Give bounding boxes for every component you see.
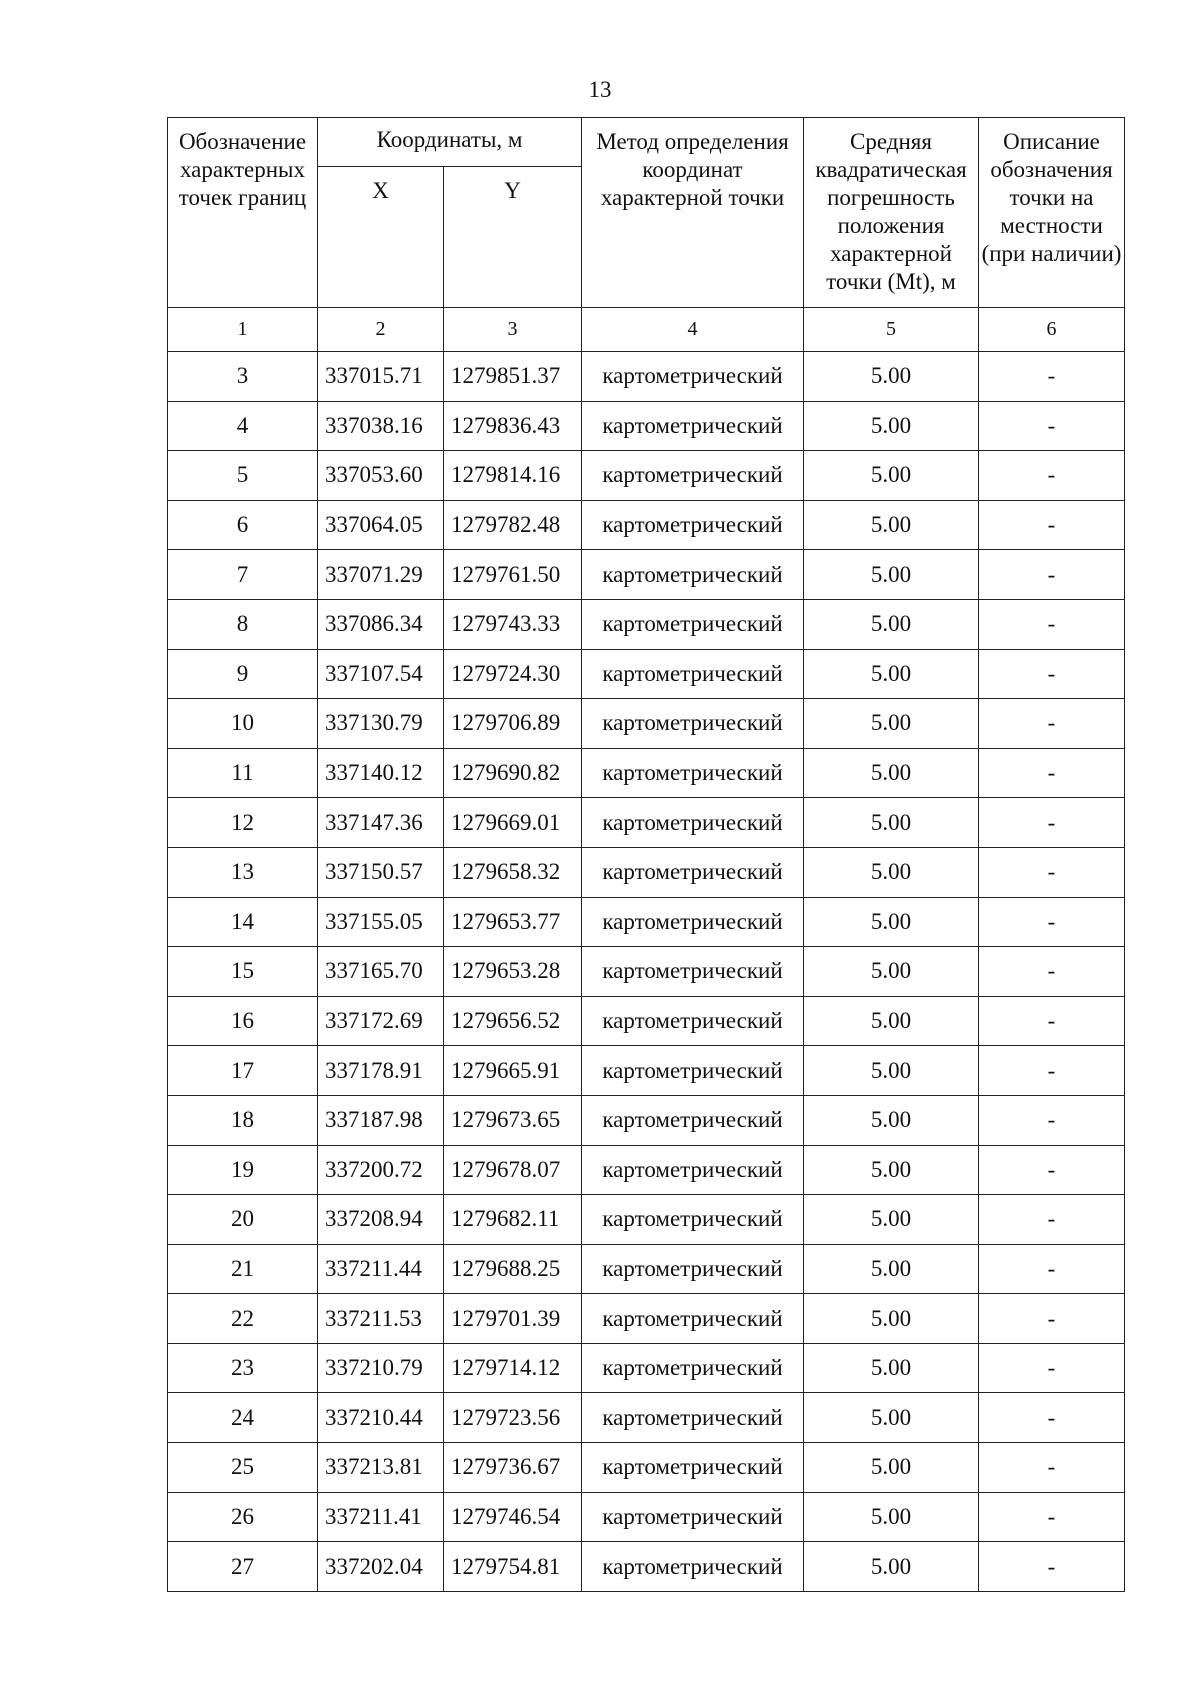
method-cell: картометрический — [582, 1393, 804, 1443]
mean-error-cell: 5.00 — [804, 748, 979, 798]
description-cell: - — [979, 1095, 1125, 1145]
description-cell: - — [979, 599, 1125, 649]
y-coordinate-cell: 1279656.52 — [444, 996, 582, 1046]
column-number: 5 — [804, 308, 979, 352]
y-coordinate-cell: 1279723.56 — [444, 1393, 582, 1443]
table-row — [168, 947, 1125, 997]
header-mean-error: Средняя квадратическая погрешность положения характерной точки (Mt), м — [804, 118, 979, 308]
header-y: Y — [444, 167, 582, 308]
point-number-cell: 11 — [168, 748, 318, 798]
boundary-points-table — [167, 117, 1125, 1592]
x-coordinate-cell: 337211.53 — [318, 1294, 444, 1344]
page-number: 13 — [588, 77, 612, 102]
description-cell: - — [979, 451, 1125, 501]
mean-error-cell: 5.00 — [804, 1393, 979, 1443]
description-cell: - — [979, 1244, 1125, 1294]
x-coordinate-cell: 337213.81 — [318, 1443, 444, 1493]
description-cell: - — [979, 1145, 1125, 1195]
table-row — [168, 1095, 1125, 1145]
table-row — [168, 352, 1125, 402]
description-cell: - — [979, 1195, 1125, 1245]
description-cell: - — [979, 1542, 1125, 1592]
table-row — [168, 1145, 1125, 1195]
mean-error-cell: 5.00 — [804, 897, 979, 947]
x-coordinate-cell: 337178.91 — [318, 1046, 444, 1096]
method-cell: картометрический — [582, 550, 804, 600]
method-cell: картометрический — [582, 996, 804, 1046]
method-cell: картометрический — [582, 352, 804, 402]
column-number: 1 — [168, 308, 318, 352]
method-cell: картометрический — [582, 649, 804, 699]
table-row — [168, 1393, 1125, 1443]
mean-error-cell: 5.00 — [804, 1145, 979, 1195]
point-number-cell: 22 — [168, 1294, 318, 1344]
mean-error-cell: 5.00 — [804, 798, 979, 848]
column-number: 3 — [444, 308, 582, 352]
table-row — [168, 798, 1125, 848]
y-coordinate-cell: 1279653.77 — [444, 897, 582, 947]
mean-error-cell: 5.00 — [804, 599, 979, 649]
method-cell: картометрический — [582, 699, 804, 749]
method-cell: картометрический — [582, 1095, 804, 1145]
y-coordinate-cell: 1279761.50 — [444, 550, 582, 600]
column-number: 2 — [318, 308, 444, 352]
description-cell: - — [979, 1294, 1125, 1344]
x-coordinate-cell: 337165.70 — [318, 947, 444, 997]
description-cell: - — [979, 401, 1125, 451]
description-cell: - — [979, 699, 1125, 749]
mean-error-cell: 5.00 — [804, 699, 979, 749]
description-cell: - — [979, 500, 1125, 550]
x-coordinate-cell: 337202.04 — [318, 1542, 444, 1592]
y-coordinate-cell: 1279706.89 — [444, 699, 582, 749]
point-number-cell: 16 — [168, 996, 318, 1046]
method-cell: картометрический — [582, 1443, 804, 1493]
point-number-cell: 3 — [168, 352, 318, 402]
description-cell: - — [979, 748, 1125, 798]
point-number-cell: 9 — [168, 649, 318, 699]
description-cell: - — [979, 1443, 1125, 1493]
method-cell: картометрический — [582, 1492, 804, 1542]
x-coordinate-cell: 337053.60 — [318, 451, 444, 501]
method-cell: картометрический — [582, 401, 804, 451]
table-header — [168, 118, 1125, 308]
mean-error-cell: 5.00 — [804, 1492, 979, 1542]
y-coordinate-cell: 1279665.91 — [444, 1046, 582, 1096]
point-number-cell: 10 — [168, 699, 318, 749]
table-row — [168, 1294, 1125, 1344]
x-coordinate-cell: 337015.71 — [318, 352, 444, 402]
point-number-cell: 27 — [168, 1542, 318, 1592]
x-coordinate-cell: 337140.12 — [318, 748, 444, 798]
x-coordinate-cell: 337172.69 — [318, 996, 444, 1046]
x-coordinate-cell: 337150.57 — [318, 847, 444, 897]
y-coordinate-cell: 1279746.54 — [444, 1492, 582, 1542]
table-row — [168, 1343, 1125, 1393]
method-cell: картометрический — [582, 748, 804, 798]
description-cell: - — [979, 798, 1125, 848]
method-cell: картометрический — [582, 897, 804, 947]
x-coordinate-cell: 337086.34 — [318, 599, 444, 649]
y-coordinate-cell: 1279836.43 — [444, 401, 582, 451]
mean-error-cell: 5.00 — [804, 1095, 979, 1145]
y-coordinate-cell: 1279736.67 — [444, 1443, 582, 1493]
point-number-cell: 15 — [168, 947, 318, 997]
table-row — [168, 1046, 1125, 1096]
y-coordinate-cell: 1279658.32 — [444, 847, 582, 897]
y-coordinate-cell: 1279669.01 — [444, 798, 582, 848]
x-coordinate-cell: 337211.41 — [318, 1492, 444, 1542]
description-cell: - — [979, 996, 1125, 1046]
mean-error-cell: 5.00 — [804, 401, 979, 451]
y-coordinate-cell: 1279743.33 — [444, 599, 582, 649]
x-coordinate-cell: 337210.79 — [318, 1343, 444, 1393]
table-row — [168, 897, 1125, 947]
mean-error-cell: 5.00 — [804, 1195, 979, 1245]
header-coordinates: Координаты, м — [318, 118, 582, 167]
mean-error-cell: 5.00 — [804, 550, 979, 600]
mean-error-cell: 5.00 — [804, 1542, 979, 1592]
point-number-cell: 6 — [168, 500, 318, 550]
table-row — [168, 1195, 1125, 1245]
method-cell: картометрический — [582, 1244, 804, 1294]
point-number-cell: 8 — [168, 599, 318, 649]
description-cell: - — [979, 352, 1125, 402]
column-number-row — [168, 308, 1125, 352]
table-row — [168, 1492, 1125, 1542]
point-number-cell: 26 — [168, 1492, 318, 1542]
method-cell: картометрический — [582, 1145, 804, 1195]
table-row — [168, 1443, 1125, 1493]
method-cell: картометрический — [582, 847, 804, 897]
description-cell: - — [979, 847, 1125, 897]
table-row — [168, 550, 1125, 600]
mean-error-cell: 5.00 — [804, 1046, 979, 1096]
description-cell: - — [979, 1393, 1125, 1443]
y-coordinate-cell: 1279701.39 — [444, 1294, 582, 1344]
x-coordinate-cell: 337147.36 — [318, 798, 444, 848]
point-number-cell: 12 — [168, 798, 318, 848]
table-body — [168, 308, 1125, 1592]
table-row — [168, 1542, 1125, 1592]
x-coordinate-cell: 337208.94 — [318, 1195, 444, 1245]
description-cell: - — [979, 897, 1125, 947]
description-cell: - — [979, 1492, 1125, 1542]
y-coordinate-cell: 1279653.28 — [444, 947, 582, 997]
description-cell: - — [979, 1343, 1125, 1393]
method-cell: картометрический — [582, 599, 804, 649]
point-number-cell: 24 — [168, 1393, 318, 1443]
x-coordinate-cell: 337155.05 — [318, 897, 444, 947]
point-number-cell: 7 — [168, 550, 318, 600]
description-cell: - — [979, 649, 1125, 699]
x-coordinate-cell: 337210.44 — [318, 1393, 444, 1443]
y-coordinate-cell: 1279688.25 — [444, 1244, 582, 1294]
y-coordinate-cell: 1279782.48 — [444, 500, 582, 550]
method-cell: картометрический — [582, 1294, 804, 1344]
method-cell: картометрический — [582, 798, 804, 848]
table-row — [168, 996, 1125, 1046]
column-number: 4 — [582, 308, 804, 352]
table-row — [168, 500, 1125, 550]
mean-error-cell: 5.00 — [804, 1244, 979, 1294]
y-coordinate-cell: 1279754.81 — [444, 1542, 582, 1592]
x-coordinate-cell: 337187.98 — [318, 1095, 444, 1145]
mean-error-cell: 5.00 — [804, 1443, 979, 1493]
mean-error-cell: 5.00 — [804, 1294, 979, 1344]
x-coordinate-cell: 337038.16 — [318, 401, 444, 451]
table-row — [168, 451, 1125, 501]
point-number-cell: 25 — [168, 1443, 318, 1493]
point-number-cell: 23 — [168, 1343, 318, 1393]
table-row — [168, 699, 1125, 749]
x-coordinate-cell: 337064.05 — [318, 500, 444, 550]
point-number-cell: 5 — [168, 451, 318, 501]
header-point-designation: Обозначение характерных точек границ — [168, 118, 318, 308]
method-cell: картометрический — [582, 1195, 804, 1245]
method-cell: картометрический — [582, 1343, 804, 1393]
header-x: X — [318, 167, 444, 308]
mean-error-cell: 5.00 — [804, 947, 979, 997]
table-row — [168, 847, 1125, 897]
point-number-cell: 20 — [168, 1195, 318, 1245]
table-row — [168, 649, 1125, 699]
mean-error-cell: 5.00 — [804, 500, 979, 550]
column-number: 6 — [979, 308, 1125, 352]
mean-error-cell: 5.00 — [804, 847, 979, 897]
y-coordinate-cell: 1279673.65 — [444, 1095, 582, 1145]
point-number-cell: 19 — [168, 1145, 318, 1195]
mean-error-cell: 5.00 — [804, 649, 979, 699]
description-cell: - — [979, 550, 1125, 600]
description-cell: - — [979, 947, 1125, 997]
header-description: Описание обозначения точки на местности (при наличии) — [979, 118, 1125, 308]
point-number-cell: 13 — [168, 847, 318, 897]
mean-error-cell: 5.00 — [804, 996, 979, 1046]
point-number-cell: 17 — [168, 1046, 318, 1096]
x-coordinate-cell: 337130.79 — [318, 699, 444, 749]
method-cell: картометрический — [582, 947, 804, 997]
y-coordinate-cell: 1279682.11 — [444, 1195, 582, 1245]
y-coordinate-cell: 1279690.82 — [444, 748, 582, 798]
point-number-cell: 4 — [168, 401, 318, 451]
y-coordinate-cell: 1279678.07 — [444, 1145, 582, 1195]
x-coordinate-cell: 337071.29 — [318, 550, 444, 600]
mean-error-cell: 5.00 — [804, 451, 979, 501]
y-coordinate-cell: 1279724.30 — [444, 649, 582, 699]
point-number-cell: 21 — [168, 1244, 318, 1294]
point-number-cell: 14 — [168, 897, 318, 947]
mean-error-cell: 5.00 — [804, 352, 979, 402]
mean-error-cell: 5.00 — [804, 1343, 979, 1393]
y-coordinate-cell: 1279814.16 — [444, 451, 582, 501]
point-number-cell: 18 — [168, 1095, 318, 1145]
method-cell: картометрический — [582, 500, 804, 550]
method-cell: картометрический — [582, 451, 804, 501]
x-coordinate-cell: 337107.54 — [318, 649, 444, 699]
y-coordinate-cell: 1279851.37 — [444, 352, 582, 402]
method-cell: картометрический — [582, 1542, 804, 1592]
header-method: Метод определения координат характерной точки — [582, 118, 804, 308]
description-cell: - — [979, 1046, 1125, 1096]
x-coordinate-cell: 337200.72 — [318, 1145, 444, 1195]
table-row — [168, 401, 1125, 451]
table-row — [168, 1244, 1125, 1294]
x-coordinate-cell: 337211.44 — [318, 1244, 444, 1294]
table-row — [168, 748, 1125, 798]
y-coordinate-cell: 1279714.12 — [444, 1343, 582, 1393]
table-row — [168, 599, 1125, 649]
method-cell: картометрический — [582, 1046, 804, 1096]
